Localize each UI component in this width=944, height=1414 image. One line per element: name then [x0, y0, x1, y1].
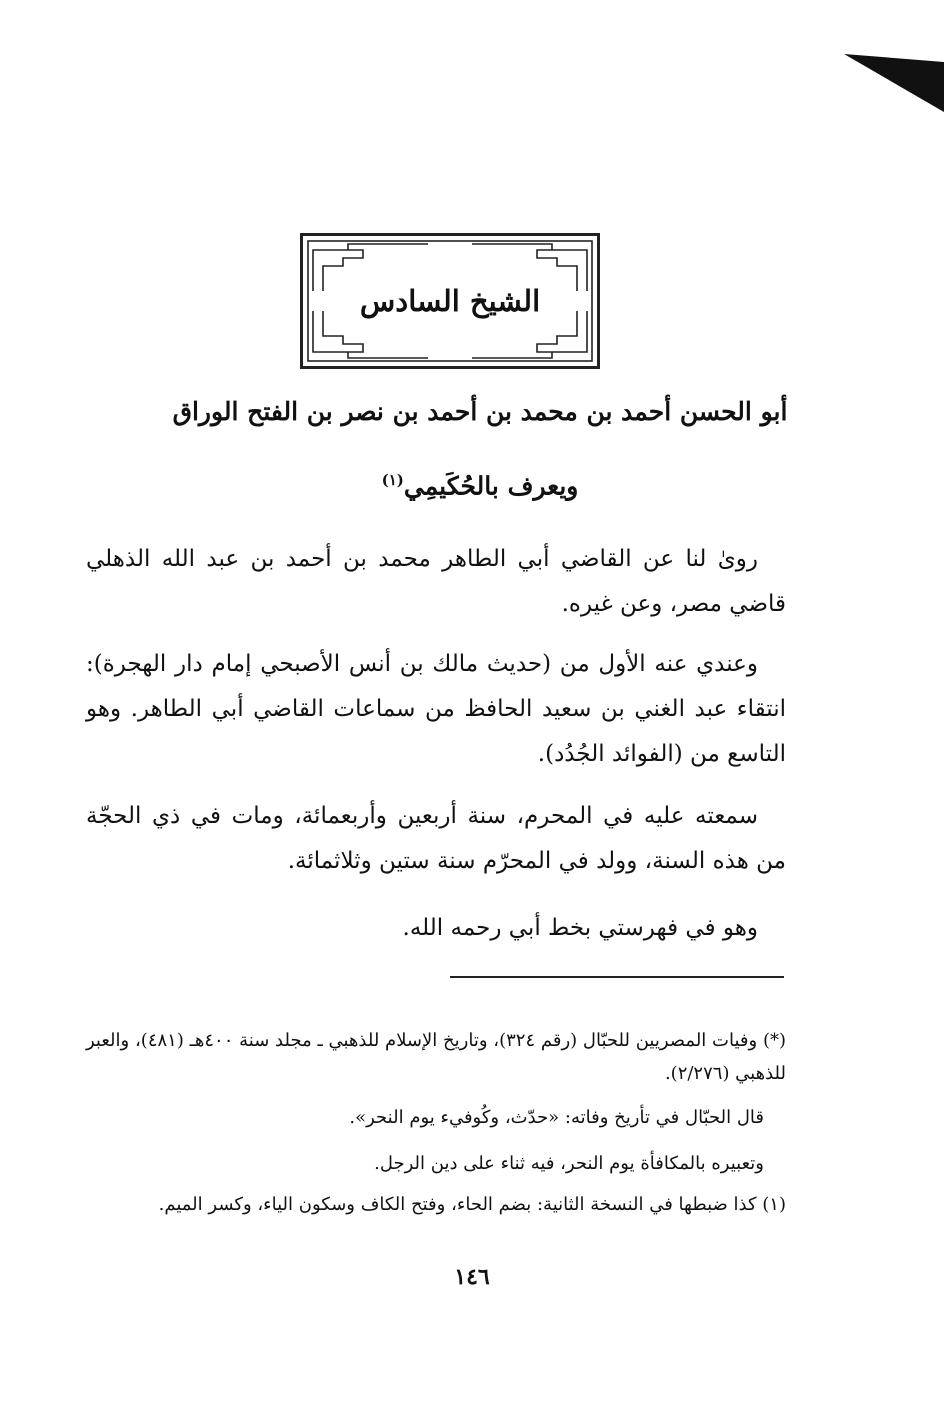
footnote-separator: [450, 976, 784, 978]
scan-corner-mark: [844, 40, 944, 120]
body-paragraph-2: وعندي عنه الأول من (حديث مالك بن أنس الأصبحي إمام دار الهجرة): انتقاء عبد الغني بن سعيد الحافظ من سماعات القاضي أبي الطاهر. وهو التاسع من (الفوائد الجُدُد).: [86, 651, 786, 767]
sheikh-nickname-heading: [110, 460, 850, 506]
body-paragraph-3: سمعته عليه في المحرم، سنة أربعين وأربعمائة، ومات في ذي الحجّة من هذه السنة، وولد في المحرّم سنة ستين وثلاثمائة.: [86, 803, 786, 874]
footnote-one: (١) كذا ضبطها في النسخة الثانية: بضم الحاء، وفتح الكاف وسكون الياء، وكسر الميم.: [158, 1194, 786, 1215]
footnote-ref-1: (١): [381, 471, 404, 489]
page-number: ١٤٦: [454, 1264, 490, 1290]
chapter-title: الشيخ السادس: [359, 284, 541, 318]
footnote-comment: وتعبيره بالمكافأة يوم النحر، فيه ثناء على دين الرجل.: [374, 1153, 764, 1174]
sheikh-name-heading: أبو الحسن أحمد بن محمد بن أحمد بن نصر بن الفتح الوراق: [172, 397, 788, 426]
footnote-star: (*) وفيات المصريين للحبّال (رقم ٣٢٤)، وتاريخ الإسلام للذهبي ـ مجلد سنة ٤٠٠هـ (٤٨١)، والعبر للذهبي (٢/٢٧٦).: [86, 1030, 787, 1084]
nickname-text: ويعرف بالحُكَيمِي: [403, 471, 579, 501]
body-paragraph-1: روىٰ لنا عن القاضي أبي الطاهر محمد بن أحمد بن عبد الله الذهلي قاضي مصر، وعن غيره.: [86, 546, 786, 617]
body-paragraph-4: وهو في فهرستي بخط أبي رحمه الله.: [402, 915, 758, 941]
footnote-quote: قال الحبّال في تأريخ وفاته: «حدّث، وكُوفيء يوم النحر».: [349, 1107, 764, 1128]
title-box: [300, 233, 600, 369]
